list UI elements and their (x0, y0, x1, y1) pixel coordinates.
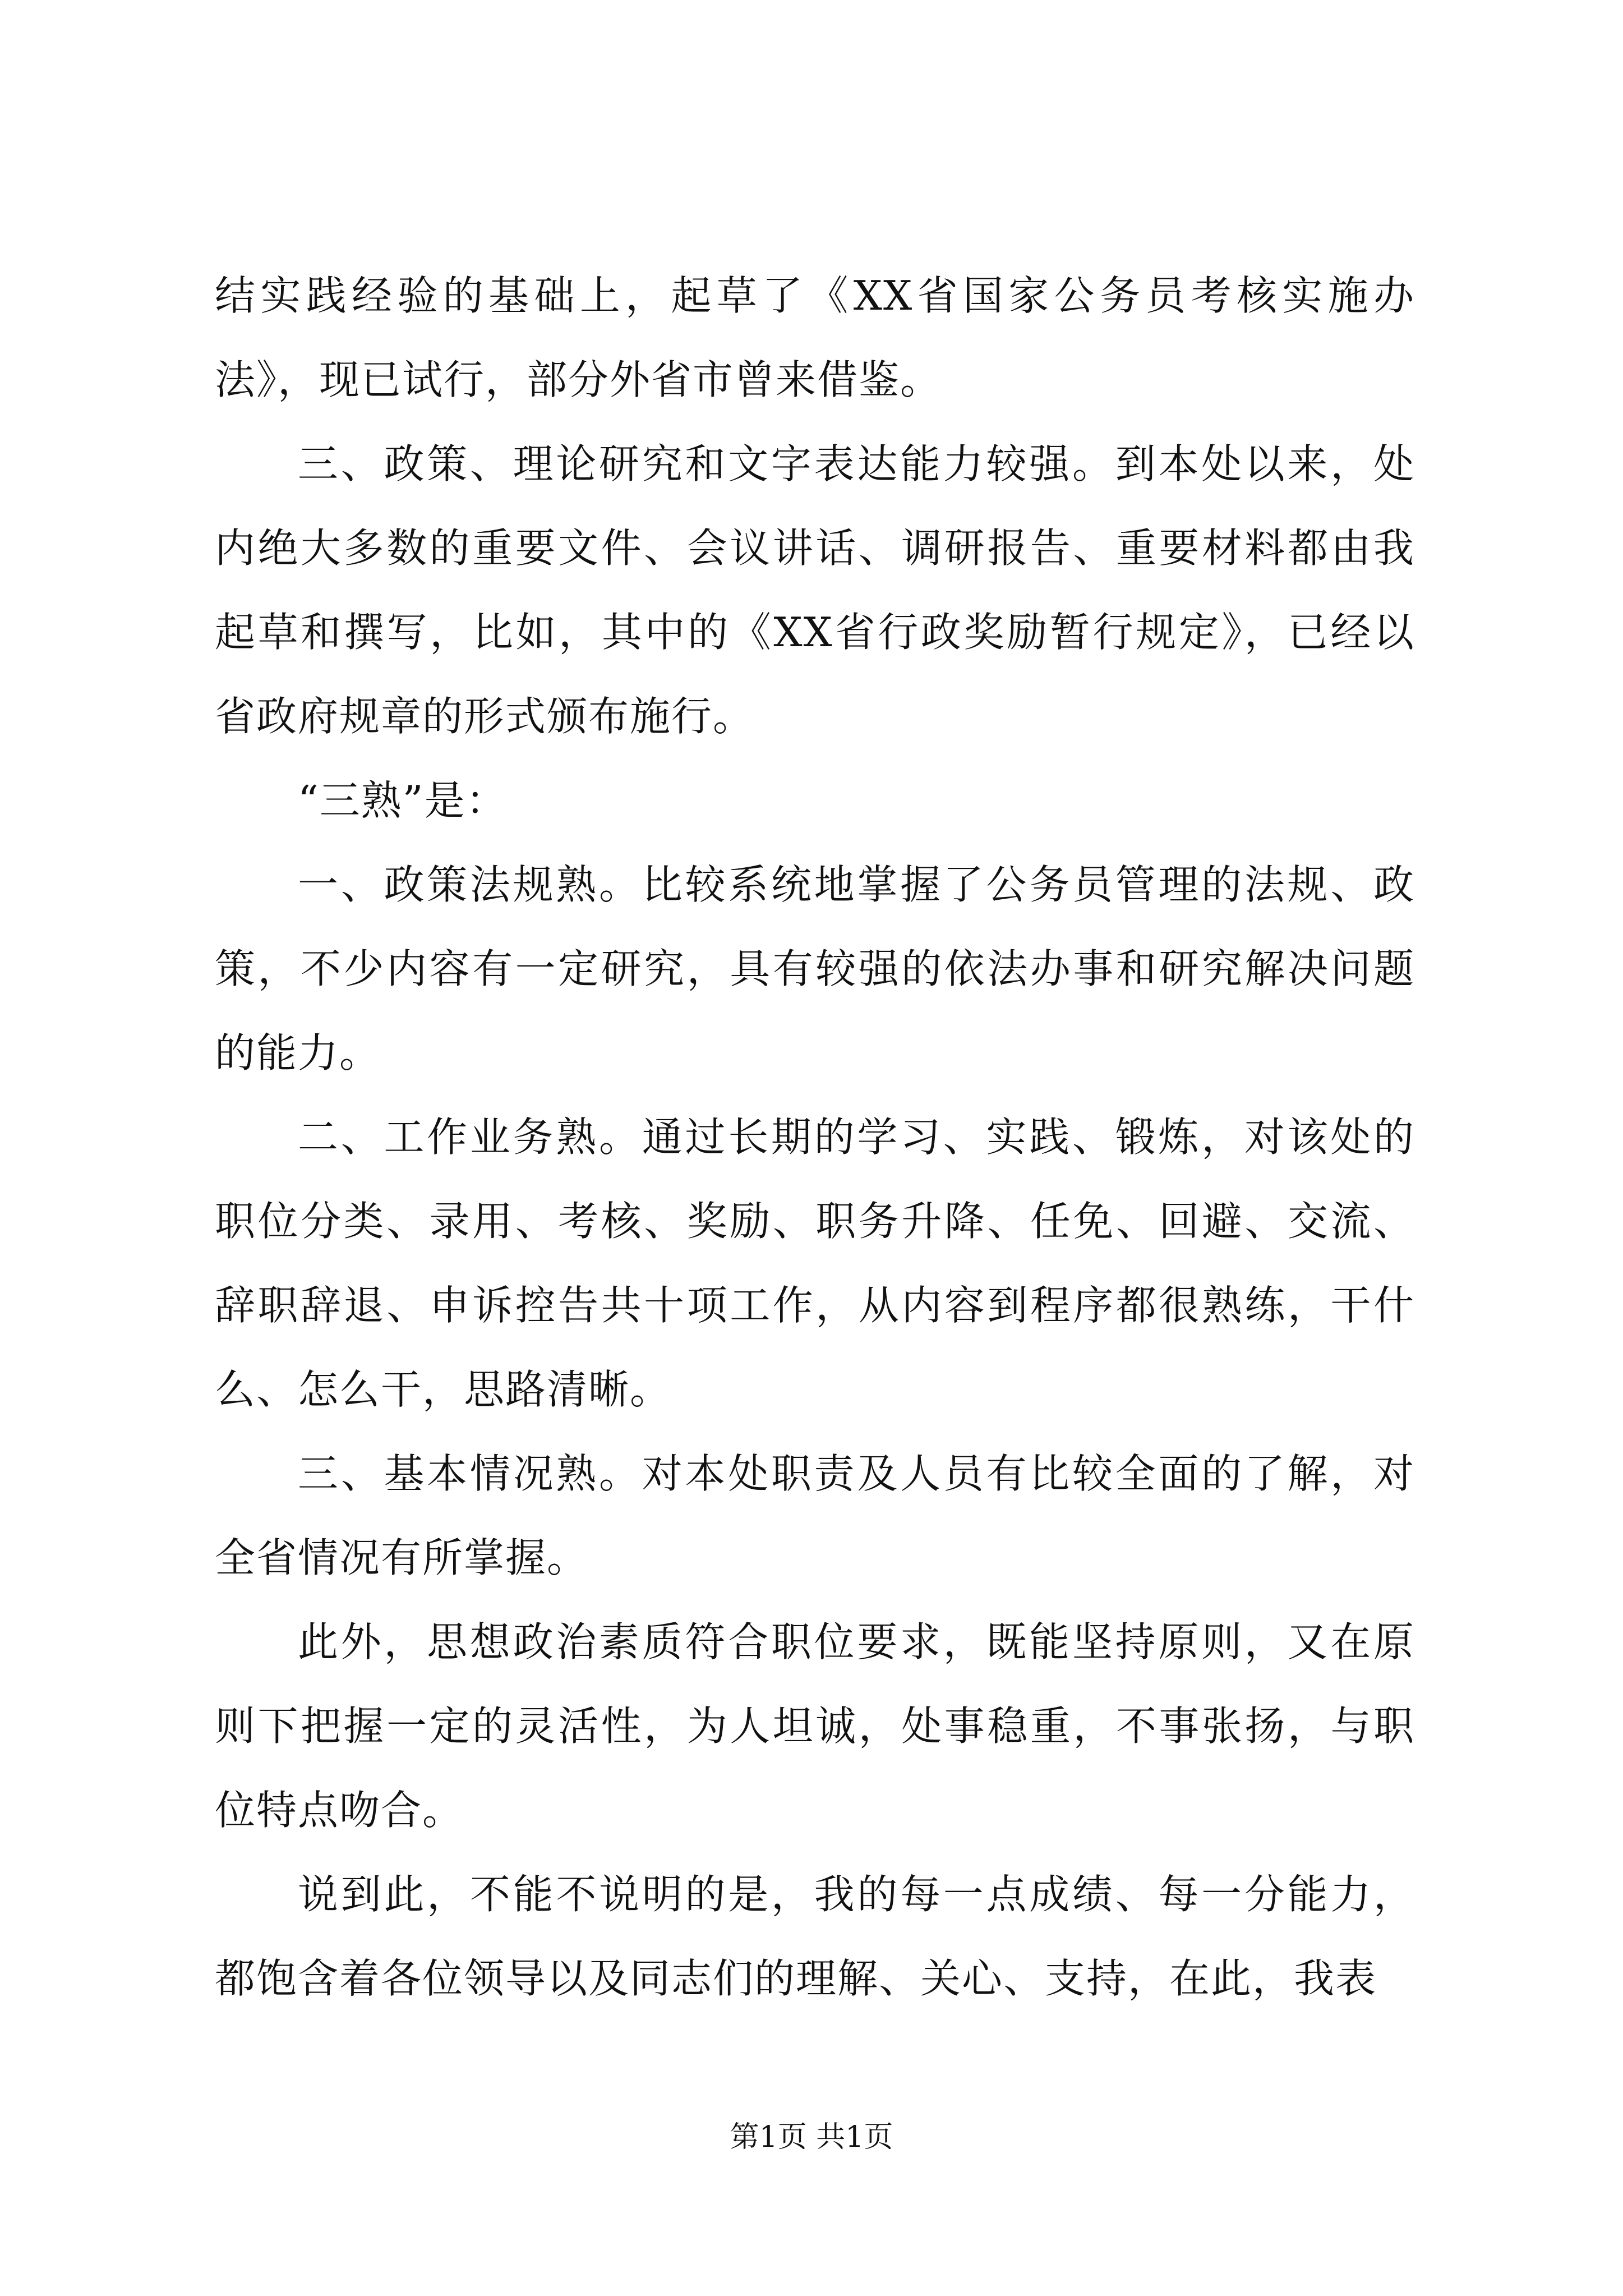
page-number-label: 第1页 共1页 (730, 2120, 893, 2154)
paragraph-thanks: 说到此，不能不说明的是，我的每一点成绩、每一分能力，都饱含着各位领导以及同志们的理解、关心、支持，在此，我表 (215, 1871, 1415, 2002)
document-body (215, 254, 1415, 2021)
paragraph-familiar-3: 三、基本情况熟。对本处职责及人员有比较全面的了解，对全省情况有所掌握。 (215, 1450, 1415, 1581)
page-footer (0, 2118, 1623, 2157)
paragraph-continuation: 结实践经验的基础上，起草了《XX省国家公务员考核实施办法》，现已试行，部分外省市曾来借鉴。 (215, 272, 1415, 403)
paragraph-familiar-2: 二、工作业务熟。通过长期的学习、实践、锻炼，对该处的职位分类、录用、考核、奖励、职务升降、任免、回避、交流、辞职辞退、申诉控告共十项工作，从内容到程序都很熟练，干什么、怎么干，思路清晰。 (215, 1114, 1415, 1413)
paragraph-ability-3: 三、政策、理论研究和文字表达能力较强。到本处以来，处内绝大多数的重要文件、会议讲话、调研报告、重要材料都由我起草和撰写，比如，其中的《XX省行政奖励暂行规定》，已经以省政府规章的形式颁布施行。 (215, 440, 1415, 740)
paragraph-moreover: 此外，思想政治素质符合职位要求，既能坚持原则，又在原则下把握一定的灵活性，为人坦诚，处事稳重，不事张扬，与职位特点吻合。 (215, 1618, 1415, 1834)
paragraph-familiar-1: 一、政策法规熟。比较系统地掌握了公务员管理的法规、政策，不少内容有一定研究，具有较强的依法办事和研究解决问题的能力。 (215, 861, 1415, 1076)
paragraph-three-familiar: “三熟”是： (298, 777, 508, 824)
